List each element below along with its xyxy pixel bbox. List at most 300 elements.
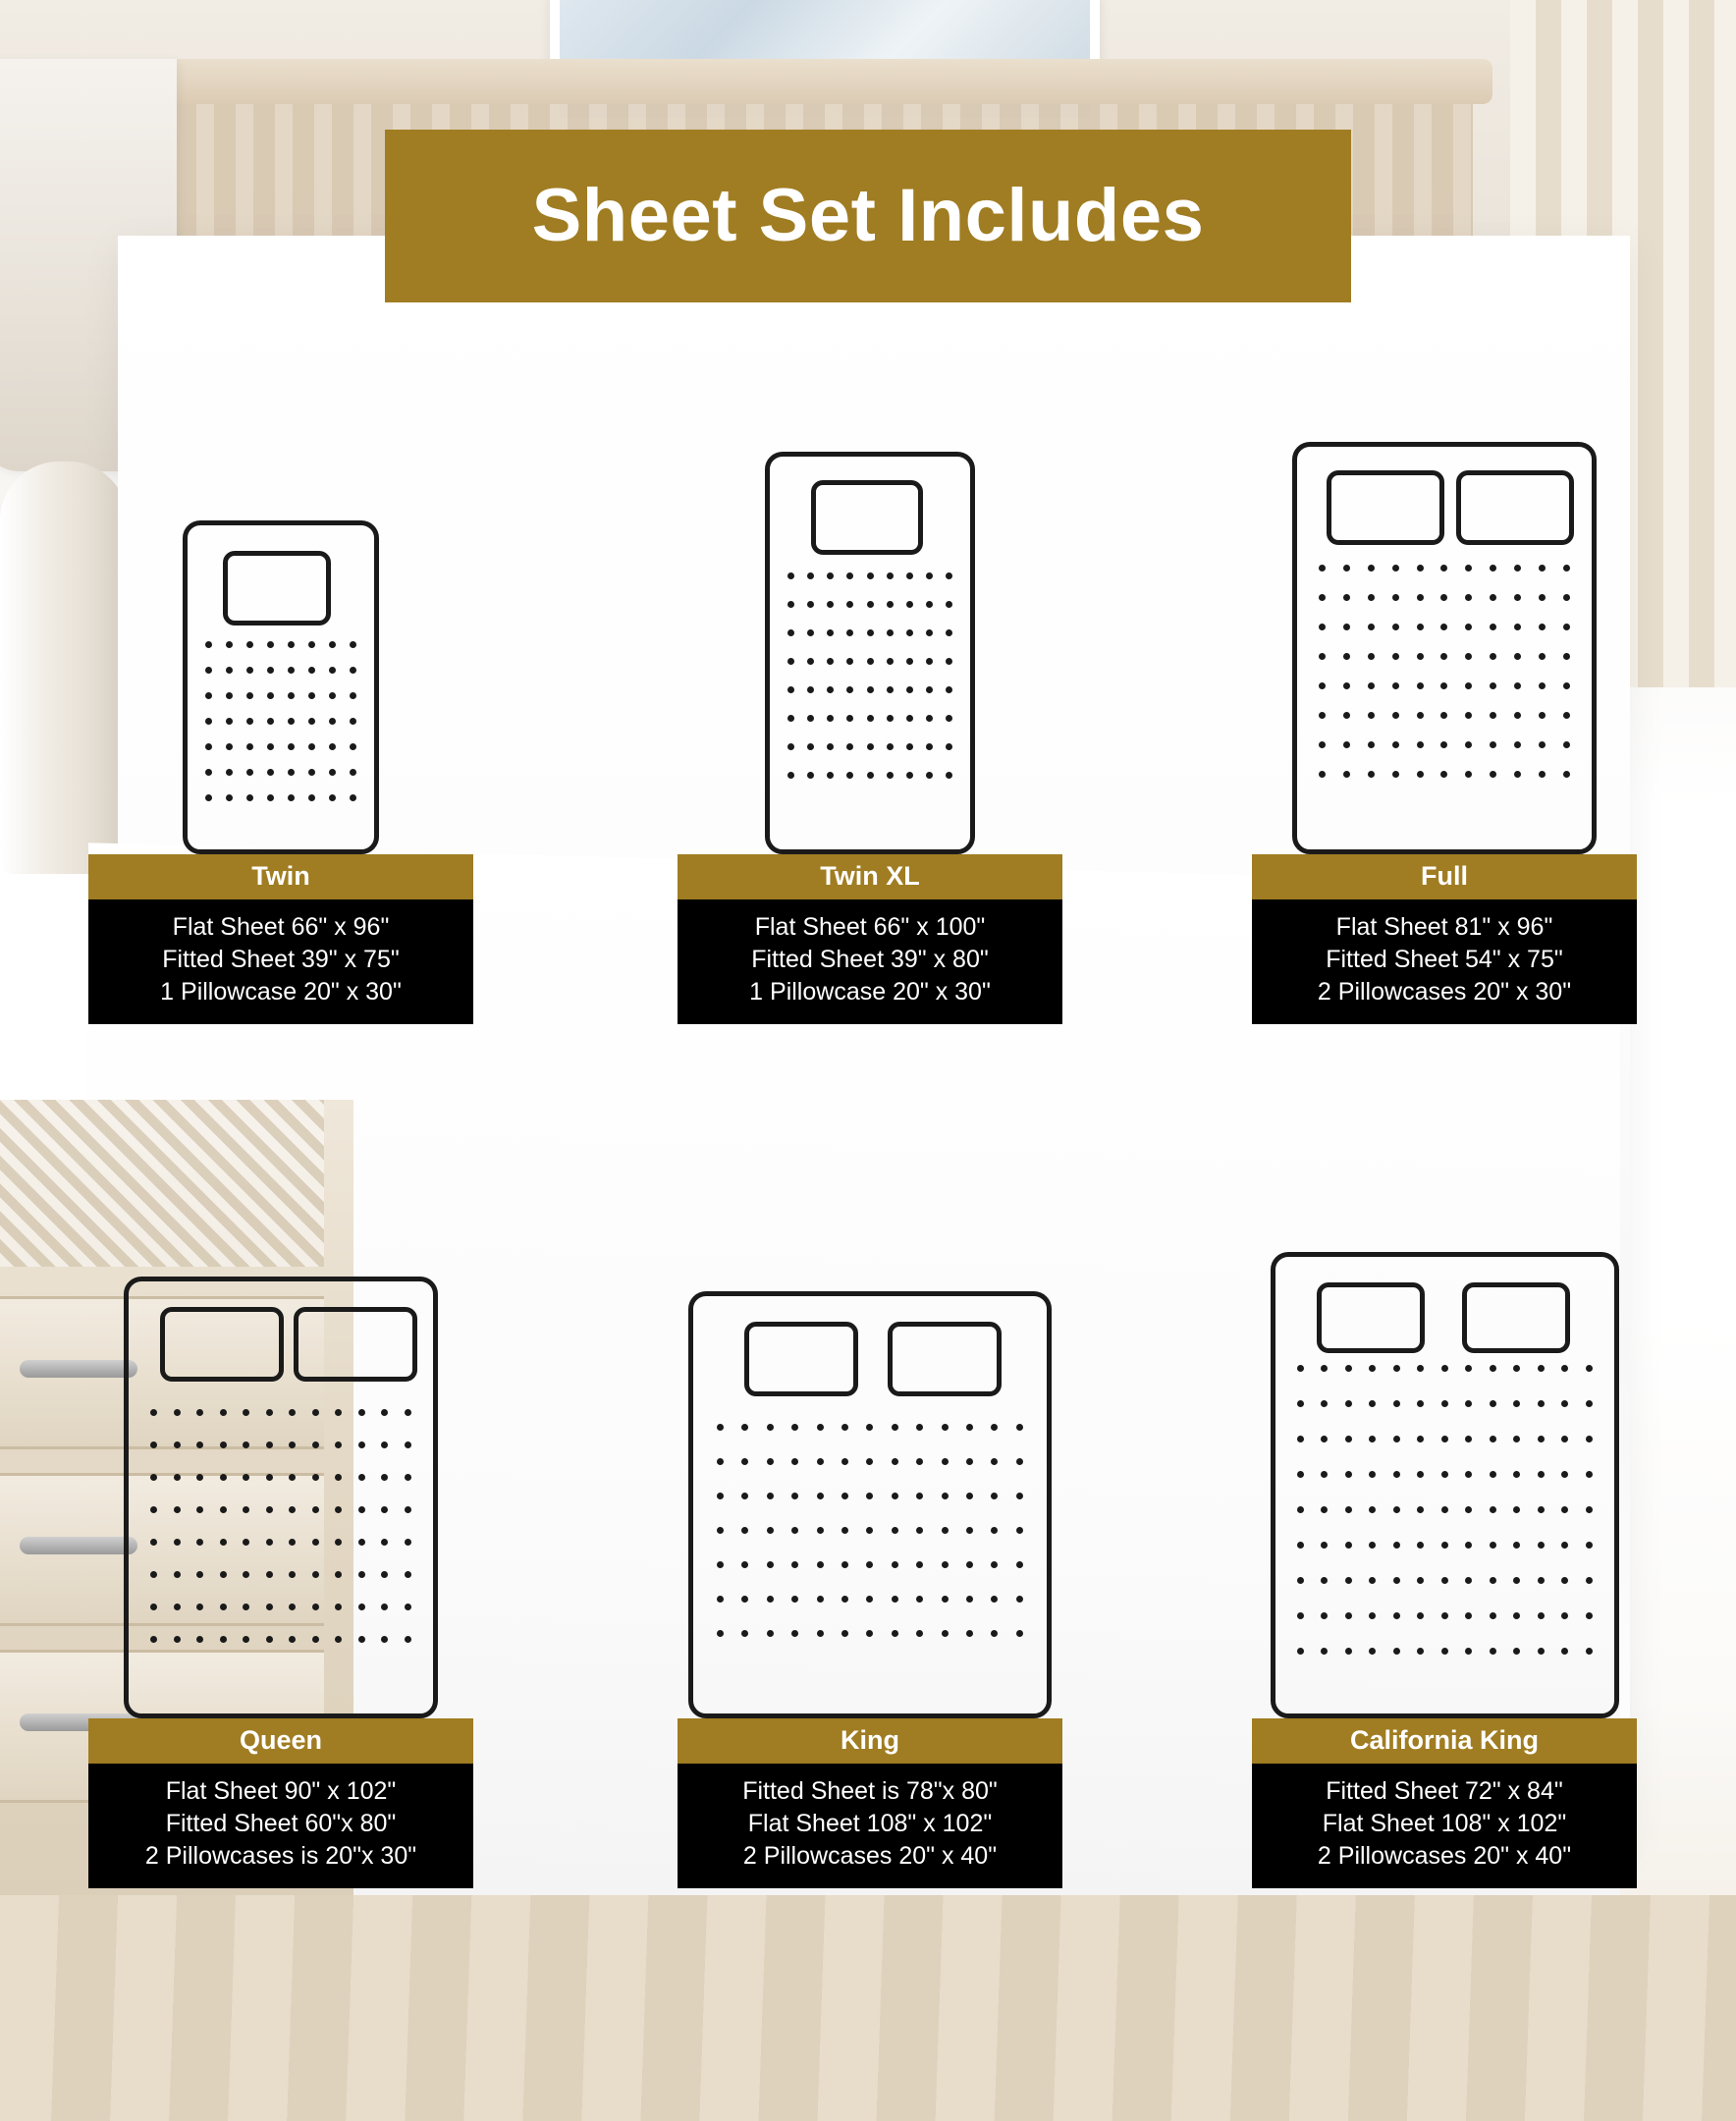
dot [1513, 1542, 1520, 1549]
spec-line: Fitted Sheet 60"x 80" [165, 1810, 397, 1837]
spec-line: 2 Pillowcases is 20"x 30" [144, 1842, 417, 1870]
dot [150, 1539, 157, 1546]
dot [1513, 1612, 1520, 1619]
dot [1441, 1542, 1448, 1549]
dot [1297, 1436, 1304, 1442]
dot [1417, 1612, 1424, 1619]
dot [308, 667, 315, 674]
dot [817, 1493, 824, 1499]
dot [267, 794, 274, 801]
dot [1440, 594, 1447, 601]
dot [916, 1630, 923, 1637]
dot [1319, 712, 1326, 719]
dot [1343, 771, 1350, 778]
dot [243, 1409, 249, 1416]
dot [1417, 741, 1424, 748]
dot [1490, 1436, 1496, 1442]
mattress-dot-pattern [770, 572, 970, 779]
dot [289, 1604, 296, 1610]
size-card-twin [88, 412, 473, 1024]
dot-row [1297, 1542, 1593, 1549]
dot [1369, 1648, 1376, 1655]
dot [358, 1604, 365, 1610]
dot [266, 1604, 273, 1610]
size-card-california-king [1252, 1227, 1637, 1888]
dot [329, 641, 336, 648]
dot-row [1319, 594, 1570, 601]
dot [1297, 1400, 1304, 1407]
dot [906, 743, 913, 750]
dot [1440, 565, 1447, 571]
dot [220, 1539, 227, 1546]
dot [1345, 1365, 1352, 1372]
dot [1297, 1577, 1304, 1584]
dot [827, 601, 834, 608]
dot [329, 692, 336, 699]
dot [946, 658, 952, 665]
dot [787, 743, 794, 750]
dot [827, 772, 834, 779]
dot [741, 1424, 748, 1431]
dot [1513, 1400, 1520, 1407]
dot [867, 743, 874, 750]
dot-row [1297, 1612, 1593, 1619]
dot [867, 715, 874, 722]
dot [946, 743, 952, 750]
dot [1563, 565, 1570, 571]
dot [887, 715, 894, 722]
dot [1490, 624, 1496, 630]
dot [887, 572, 894, 579]
dot [991, 1527, 998, 1534]
dot [1440, 682, 1447, 689]
dot [867, 686, 874, 693]
dot [827, 743, 834, 750]
dot [335, 1604, 342, 1610]
dot [867, 629, 874, 636]
dot [767, 1493, 774, 1499]
dot [1441, 1506, 1448, 1513]
dot-row [1297, 1400, 1593, 1407]
dot [1321, 1648, 1328, 1655]
dot [887, 658, 894, 665]
dot [350, 667, 356, 674]
dot-row [787, 715, 952, 722]
dot [335, 1539, 342, 1546]
page-title: Sheet Set Includes [531, 174, 1205, 257]
dot-row [150, 1409, 411, 1416]
dot-row [717, 1561, 1023, 1568]
size-card-king [678, 1227, 1062, 1888]
dot [767, 1424, 774, 1431]
dot-row [150, 1604, 411, 1610]
dot [381, 1604, 388, 1610]
dot-row [717, 1458, 1023, 1465]
dot [1392, 682, 1399, 689]
dot [916, 1493, 923, 1499]
dot [1465, 741, 1472, 748]
dot [1441, 1400, 1448, 1407]
dot [846, 572, 853, 579]
dot [791, 1630, 798, 1637]
dot [787, 601, 794, 608]
dot [1345, 1506, 1352, 1513]
dot-row [150, 1571, 411, 1578]
dot [1513, 1471, 1520, 1478]
dot [1369, 1471, 1376, 1478]
dot [1561, 1542, 1568, 1549]
dot [196, 1474, 203, 1481]
dot [266, 1441, 273, 1448]
dot [1586, 1506, 1593, 1513]
dot [916, 1458, 923, 1465]
dot [1513, 1506, 1520, 1513]
dot [892, 1630, 898, 1637]
dot [1321, 1471, 1328, 1478]
dot [1369, 1612, 1376, 1619]
dot [289, 1506, 296, 1513]
dot [827, 715, 834, 722]
dot-row [1319, 712, 1570, 719]
dot [791, 1527, 798, 1534]
dot [405, 1604, 411, 1610]
dot [312, 1571, 319, 1578]
dot [841, 1596, 848, 1603]
dot [1490, 1648, 1496, 1655]
dot [741, 1630, 748, 1637]
size-card-queen [88, 1227, 473, 1888]
dot [246, 794, 253, 801]
mattress-outline [183, 520, 379, 854]
dot [1586, 1436, 1593, 1442]
dot [1490, 771, 1496, 778]
dot [942, 1561, 949, 1568]
dot [787, 715, 794, 722]
dot [866, 1527, 873, 1534]
mattress-dot-pattern [188, 641, 374, 801]
dot [226, 769, 233, 776]
dot [787, 686, 794, 693]
dot [405, 1636, 411, 1643]
dot [846, 601, 853, 608]
dot [1538, 1612, 1545, 1619]
dot [1490, 741, 1496, 748]
dot [243, 1474, 249, 1481]
dot [1343, 712, 1350, 719]
spec-line: Fitted Sheet is 78"x 80" [742, 1777, 998, 1805]
size-specs [678, 899, 1062, 1024]
dot [289, 1571, 296, 1578]
dot [767, 1527, 774, 1534]
dot [350, 743, 356, 750]
dot [841, 1493, 848, 1499]
dot [946, 686, 952, 693]
dot [1417, 1365, 1424, 1372]
dot [267, 718, 274, 725]
dot [1368, 712, 1375, 719]
dot [288, 641, 295, 648]
dot [1561, 1365, 1568, 1372]
dot [381, 1636, 388, 1643]
dot [1561, 1648, 1568, 1655]
dot [329, 769, 336, 776]
dot [906, 658, 913, 665]
dot [817, 1596, 824, 1603]
dot [1319, 594, 1326, 601]
dot-row [787, 572, 952, 579]
dot [1561, 1577, 1568, 1584]
dot [205, 794, 212, 801]
dot [308, 769, 315, 776]
dot [243, 1539, 249, 1546]
dot [289, 1441, 296, 1448]
size-card-full [1252, 412, 1637, 1024]
size-specs [1252, 1764, 1637, 1888]
spec-line: Flat Sheet 108" x 102" [747, 1810, 993, 1837]
dot [381, 1441, 388, 1448]
dot-row [205, 641, 356, 648]
dot [150, 1506, 157, 1513]
dot [243, 1441, 249, 1448]
dot [174, 1441, 181, 1448]
dot [867, 658, 874, 665]
dot [946, 715, 952, 722]
dot [887, 601, 894, 608]
dot [1417, 624, 1424, 630]
dot [267, 692, 274, 699]
dot [243, 1506, 249, 1513]
dot [1345, 1648, 1352, 1655]
dot [174, 1604, 181, 1610]
dot [717, 1630, 724, 1637]
dot [1490, 1471, 1496, 1478]
dot [1297, 1471, 1304, 1478]
dot [1369, 1506, 1376, 1513]
dot [329, 794, 336, 801]
dot [841, 1424, 848, 1431]
dot [1513, 1365, 1520, 1372]
dot-row [1319, 624, 1570, 630]
dot [150, 1441, 157, 1448]
dot [926, 601, 933, 608]
dot [174, 1539, 181, 1546]
dot [827, 572, 834, 579]
dot [1563, 741, 1570, 748]
dot [1465, 594, 1472, 601]
dot [1417, 1577, 1424, 1584]
dot [991, 1630, 998, 1637]
dot [1369, 1365, 1376, 1372]
dot [827, 629, 834, 636]
dot [1368, 653, 1375, 660]
dot [1538, 1436, 1545, 1442]
dot [405, 1571, 411, 1578]
dot [926, 629, 933, 636]
mattress-outline [765, 452, 975, 854]
dot [220, 1474, 227, 1481]
dot [1538, 1365, 1545, 1372]
dot [717, 1424, 724, 1431]
dot [335, 1441, 342, 1448]
mattress-diagram-twin-xl [678, 412, 1062, 854]
dot [1368, 682, 1375, 689]
dot [966, 1527, 973, 1534]
dot [226, 641, 233, 648]
dot-row [787, 686, 952, 693]
dot [196, 1539, 203, 1546]
dot-row [205, 667, 356, 674]
dot [846, 715, 853, 722]
dot [1490, 594, 1496, 601]
dot [906, 715, 913, 722]
dot-row [717, 1527, 1023, 1534]
dot [846, 743, 853, 750]
dot [312, 1539, 319, 1546]
mattress-outline [1292, 442, 1597, 854]
dot [946, 572, 952, 579]
spec-line: 1 Pillowcase 20" x 30" [160, 978, 402, 1006]
dot [1392, 624, 1399, 630]
dot [1465, 653, 1472, 660]
dot-row [787, 601, 952, 608]
size-label: Twin [88, 854, 473, 899]
dot [741, 1493, 748, 1499]
dot [942, 1596, 949, 1603]
dot [887, 743, 894, 750]
dot [1465, 1436, 1472, 1442]
dot [926, 715, 933, 722]
dot [266, 1409, 273, 1416]
dot [866, 1493, 873, 1499]
dot-row [717, 1630, 1023, 1637]
dot [266, 1636, 273, 1643]
dot [906, 772, 913, 779]
dot [1321, 1400, 1328, 1407]
dot [1392, 771, 1399, 778]
dot [358, 1571, 365, 1578]
size-card-twin-xl [678, 412, 1062, 1024]
dot [1393, 1542, 1400, 1549]
dot [1319, 565, 1326, 571]
dot [246, 667, 253, 674]
dot-row [150, 1539, 411, 1546]
dot [405, 1474, 411, 1481]
dot [846, 772, 853, 779]
dot [1417, 771, 1424, 778]
dot [1490, 1612, 1496, 1619]
dot [1368, 741, 1375, 748]
dot [267, 743, 274, 750]
dot [1539, 771, 1546, 778]
dot [1465, 1648, 1472, 1655]
dot [1514, 565, 1521, 571]
dot [1417, 565, 1424, 571]
dot [1539, 741, 1546, 748]
dot [358, 1506, 365, 1513]
dot [946, 629, 952, 636]
dot [807, 601, 814, 608]
dot [1417, 1400, 1424, 1407]
dot [892, 1561, 898, 1568]
dot [1417, 1471, 1424, 1478]
dot [335, 1571, 342, 1578]
dot [791, 1493, 798, 1499]
dot [717, 1527, 724, 1534]
dot [817, 1424, 824, 1431]
size-specs [88, 1764, 473, 1888]
mattress-diagram-california-king [1252, 1227, 1637, 1718]
dot [1538, 1400, 1545, 1407]
mattress-outline [1271, 1252, 1619, 1718]
dot [312, 1604, 319, 1610]
dot [1016, 1630, 1023, 1637]
dot [1538, 1577, 1545, 1584]
size-specs [1252, 899, 1637, 1024]
dot [1586, 1471, 1593, 1478]
dot [246, 743, 253, 750]
dot-row [1319, 741, 1570, 748]
dot [196, 1441, 203, 1448]
dot [1016, 1527, 1023, 1534]
dot [1563, 624, 1570, 630]
dot [1490, 1400, 1496, 1407]
dot [807, 658, 814, 665]
dot-row [205, 692, 356, 699]
dot [866, 1424, 873, 1431]
dot [817, 1458, 824, 1465]
pillow-icon [160, 1307, 284, 1382]
dot [358, 1636, 365, 1643]
dot [1393, 1471, 1400, 1478]
dot [1465, 565, 1472, 571]
dot [1490, 1365, 1496, 1372]
dot [1343, 565, 1350, 571]
dot [1345, 1436, 1352, 1442]
dot [1321, 1506, 1328, 1513]
dot [991, 1561, 998, 1568]
dot [1369, 1436, 1376, 1442]
dot [1465, 1471, 1472, 1478]
dot [867, 572, 874, 579]
dot [791, 1596, 798, 1603]
dot [1016, 1493, 1023, 1499]
pillow-icon [1317, 1282, 1425, 1353]
dot [1392, 594, 1399, 601]
dot [807, 686, 814, 693]
dot [827, 686, 834, 693]
dot [966, 1458, 973, 1465]
dot [817, 1527, 824, 1534]
dot [205, 743, 212, 750]
dot [1392, 565, 1399, 571]
dot [966, 1493, 973, 1499]
dot [1319, 624, 1326, 630]
dot-row [1297, 1471, 1593, 1478]
dot [308, 641, 315, 648]
dot [1319, 682, 1326, 689]
spec-line: Flat Sheet 90" x 102" [165, 1777, 397, 1805]
dot [807, 572, 814, 579]
dot [329, 743, 336, 750]
dot [381, 1474, 388, 1481]
dot [1465, 1612, 1472, 1619]
dot [246, 692, 253, 699]
dot [1393, 1365, 1400, 1372]
dot [741, 1561, 748, 1568]
dot [942, 1630, 949, 1637]
dot [246, 718, 253, 725]
dot-row [205, 743, 356, 750]
